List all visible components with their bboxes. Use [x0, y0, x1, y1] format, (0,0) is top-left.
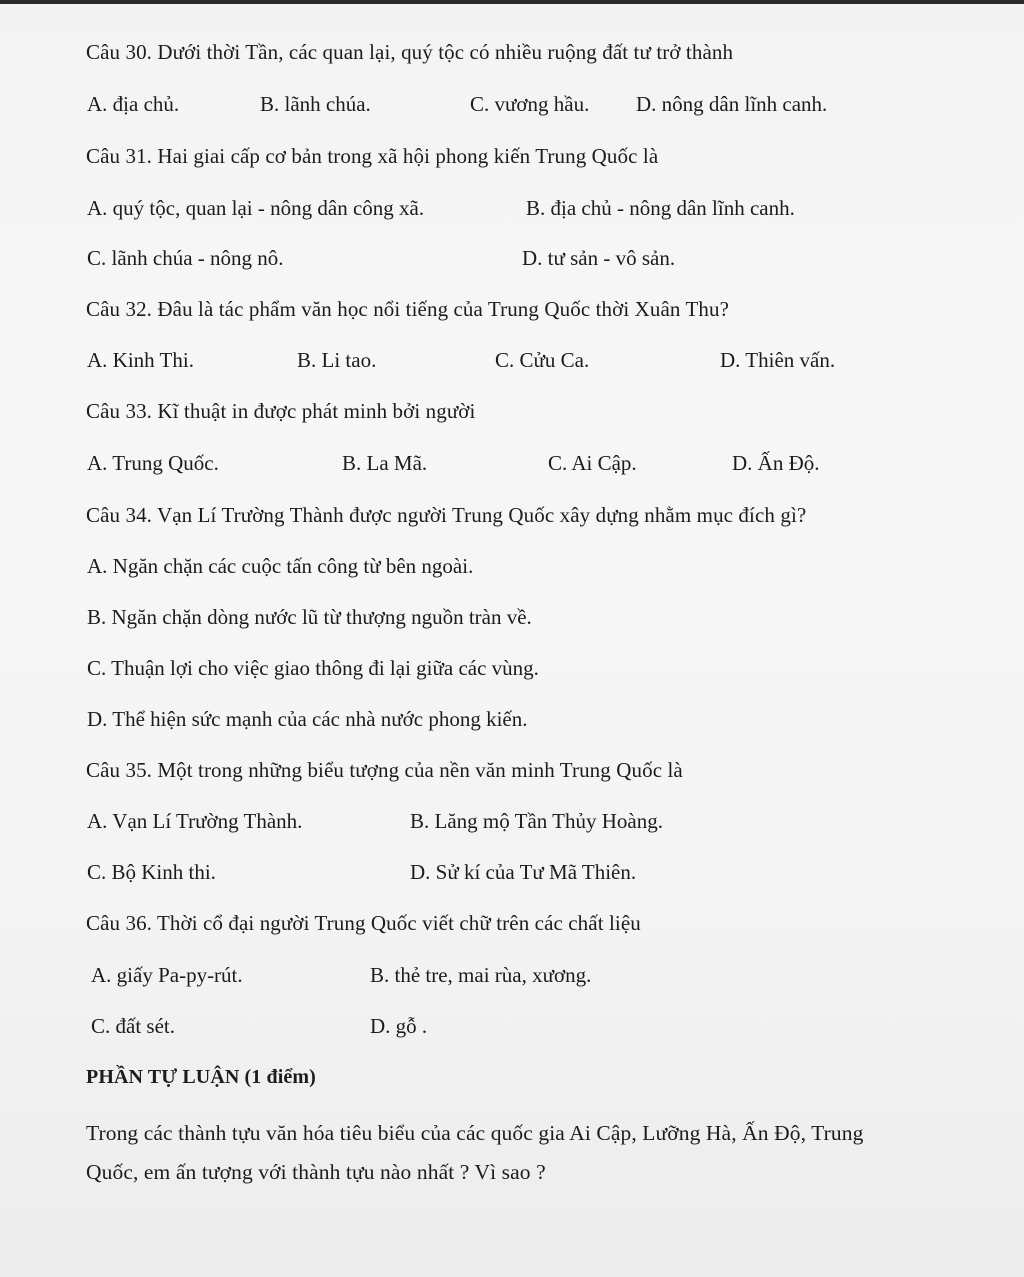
question-31-stem: Câu 31. Hai giai cấp cơ bản trong xã hội phong kiến Trung Quốc là — [86, 144, 659, 168]
q33-option-a: A. Trung Quốc. — [87, 451, 219, 475]
q33-option-d: D. Ấn Độ. — [732, 451, 820, 475]
q31-option-d: D. tư sản - vô sản. — [522, 246, 676, 270]
q33-option-c: C. Ai Cập. — [548, 451, 637, 475]
q36-option-a: A. giấy Pa-py-rút. — [91, 963, 243, 987]
q31-option-c: C. lãnh chúa - nông nô. — [87, 246, 284, 270]
q35-option-a: A. Vạn Lí Trường Thành. — [87, 809, 303, 833]
essay-heading: PHẦN TỰ LUẬN (1 điểm) — [86, 1066, 316, 1088]
question-30-stem: Câu 30. Dưới thời Tần, các quan lại, quý tộc có nhiều ruộng đất tư trở thành — [86, 40, 734, 64]
q31-option-a: A. quý tộc, quan lại - nông dân công xã. — [87, 196, 425, 220]
essay-prompt-line-2: Quốc, em ấn tượng với thành tựu nào nhất ? Vì sao ? — [86, 1160, 546, 1184]
q35-option-c: C. Bộ Kinh thi. — [87, 860, 216, 884]
q32-option-b: B. Li tao. — [297, 348, 377, 372]
q30-option-a: A. địa chủ. — [87, 92, 180, 116]
question-35-stem: Câu 35. Một trong những biểu tượng của nền văn minh Trung Quốc là — [86, 758, 683, 782]
q33-option-b: B. La Mã. — [342, 451, 428, 475]
q36-option-d: D. gỗ . — [370, 1014, 428, 1038]
q30-option-d: D. nông dân lĩnh canh. — [636, 92, 828, 116]
q35-option-b: B. Lăng mộ Tần Thủy Hoàng. — [410, 809, 663, 833]
q32-option-a: A. Kinh Thi. — [87, 348, 194, 372]
question-34-stem: Câu 34. Vạn Lí Trường Thành được người Trung Quốc xây dựng nhằm mục đích gì? — [86, 503, 807, 527]
q34-option-d: D. Thể hiện sức mạnh của các nhà nước phong kiến. — [87, 707, 528, 731]
q34-option-c: C. Thuận lợi cho việc giao thông đi lại giữa các vùng. — [87, 656, 539, 680]
essay-prompt-line-1: Trong các thành tựu văn hóa tiêu biểu của các quốc gia Ai Cập, Lưỡng Hà, Ấn Độ, Trung — [86, 1121, 864, 1145]
question-32-stem: Câu 32. Đâu là tác phẩm văn học nổi tiếng của Trung Quốc thời Xuân Thu? — [86, 297, 730, 321]
q34-option-a: A. Ngăn chặn các cuộc tấn công từ bên ngoài. — [87, 554, 474, 578]
q31-option-b: B. địa chủ - nông dân lĩnh canh. — [526, 196, 795, 220]
q36-option-c: C. đất sét. — [91, 1014, 175, 1038]
question-36-stem: Câu 36. Thời cổ đại người Trung Quốc viết chữ trên các chất liệu — [86, 911, 641, 935]
q30-option-b: B. lãnh chúa. — [260, 92, 371, 116]
question-33-stem: Câu 33. Kĩ thuật in được phát minh bởi người — [86, 399, 476, 423]
q36-option-b: B. thẻ tre, mai rùa, xương. — [370, 963, 592, 987]
q35-option-d: D. Sử kí của Tư Mã Thiên. — [410, 860, 637, 884]
q32-option-d: D. Thiên vấn. — [720, 348, 836, 372]
q34-option-b: B. Ngăn chặn dòng nước lũ từ thượng nguồn tràn về. — [87, 605, 532, 629]
q32-option-c: C. Cửu Ca. — [495, 348, 590, 372]
q30-option-c: C. vương hầu. — [470, 92, 590, 116]
